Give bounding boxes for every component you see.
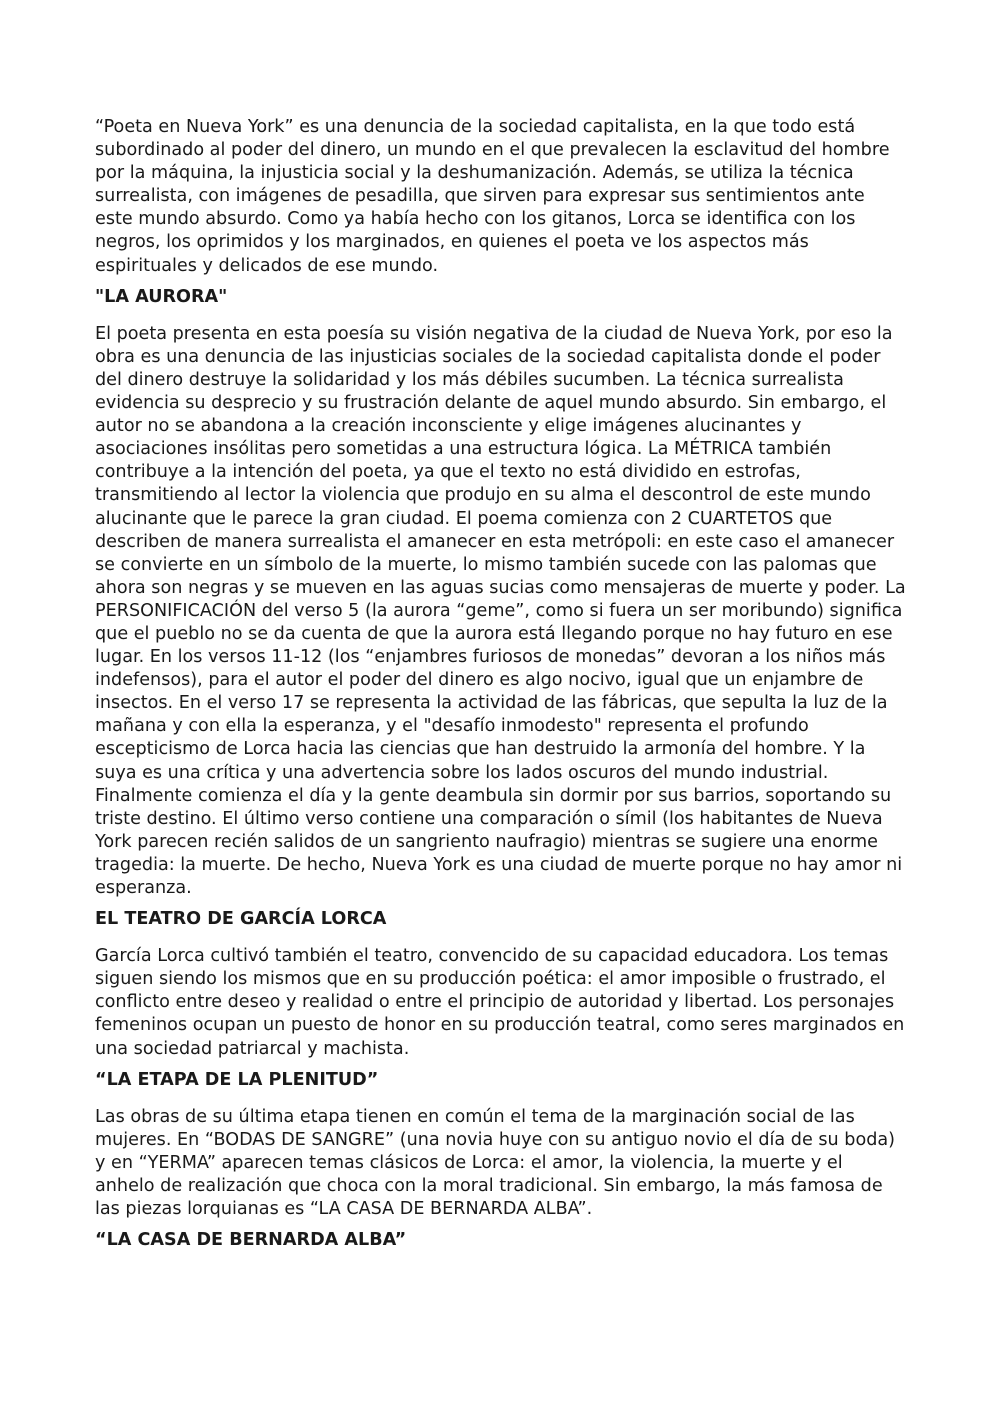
heading-etapa-plenitud: “LA ETAPA DE LA PLENITUD” [95, 1069, 379, 1090]
heading-casa-bernarda-alba: “LA CASA DE BERNARDA ALBA” [95, 1230, 407, 1251]
heading-teatro-lorca: EL TEATRO DE GARCÍA LORCA [95, 909, 387, 930]
teatro-paragraph: García Lorca cultivó también el teatro, convencido de su capacidad educadora. Los temas siguen siendo los mismos que en su producción poética: el amor imposible o frustrado, el conflicto entre deseo y realidad o entre el principio de autoridad y libertad. Los personajes femeninos ocupan un puesto de honor en su producción teatral, como seres marginados en una sociedad patriarcal y machista. [95, 946, 905, 1059]
etapa-plenitud-paragraph: Las obras de su última etapa tienen en común el tema de la marginación social de las mujeres. En “BODAS DE SANGRE” (una novia huye con su antiguo novio el día de su boda) y en “YERMA” aparecen temas clásicos de Lorca: el amor, la violencia, la muerte y el anhelo de realización que choca con la moral tradicional. Sin embargo, la más famosa de las piezas lorquianas es “LA CASA DE BERNARDA ALBA”. [95, 1106, 896, 1220]
document-page [95, 116, 907, 1266]
intro-paragraph: “Poeta en Nueva York” es una denuncia de la sociedad capitalista, en la que todo está subordinado al poder del dinero, un mundo en el que prevalecen la esclavitud del hombre por la máquina, la injusticia social y la deshumanización. Además, se utiliza la técnica surrealista, con imágenes de pesadilla, que sirven para expresar sus sentimientos ante este mundo absurdo. Como ya había hecho con los gitanos, Lorca se identifica con los negros, los oprimidos y los marginados, en quienes el poeta ve los aspectos más espirituales y delicados de ese mundo. [95, 117, 890, 276]
heading-la-aurora: "LA AURORA" [95, 286, 228, 307]
la-aurora-paragraph: El poeta presenta en esta poesía su visión negativa de la ciudad de Nueva York, por eso la obra es una denuncia de las injusticias sociales de la sociedad capitalista donde el poder del dinero destruye la solidaridad y los más débiles sucumben. La técnica surrealista evidencia su desprecio y su frustración delante de aquel mundo absurdo. Sin embargo, el autor no se abandona a la creación inconsciente y elige imágenes alucinantes y asociaciones insólitas pero sometidas a una estructura lógica. La MÉTRICA también contribuye a la intención del poeta, ya que el texto no está dividido en estrofas, transmitiendo al lector la violencia que produjo en su alma el descontrol de este mundo alucinante que le parece la gran ciudad. El poema comienza con 2 CUARTETOS que describen de manera surrealista el amanecer en esta metrópoli: en este caso el amanecer se convierte en un símbolo de la muerte, lo mismo también sucede con las palomas que ahora son negras y se mueven en las aguas sucias como mensajeras de muerte y poder. La PERSONIFICACIÓN del verso 5 (la aurora “geme”, como si fuera un ser moribundo) significa que el pueblo no se da cuenta de que la aurora está llegando porque no hay futuro en ese lugar. En los versos 11-12 (los “enjambres furiosos de monedas” devoran a los niños más indefensos), para el autor el poder del dinero es algo nocivo, igual que un enjambre de insectos. En el verso 17 se representa la actividad de las fábricas, que sepulta la luz de la mañana y con ella la esperanza, y el "desafío inmodesto" representa el profundo escepticismo de Lorca hacia las ciencias que han destruido la armonía del hombre. Y la suya es una crítica y una advertencia sobre los lados oscuros del mundo industrial. Finalmente comienza el día y la gente deambula sin dormir por sus barrios, soportando su triste destino. El último verso contiene una comparación o símil (los habitantes de Nueva York parecen recién salidos de un sangriento naufragio) mientras se sugiere una enorme tragedia: la muerte. De hecho, Nueva York es una ciudad de muerte porque no hay amor ni esperanza. [95, 323, 906, 898]
